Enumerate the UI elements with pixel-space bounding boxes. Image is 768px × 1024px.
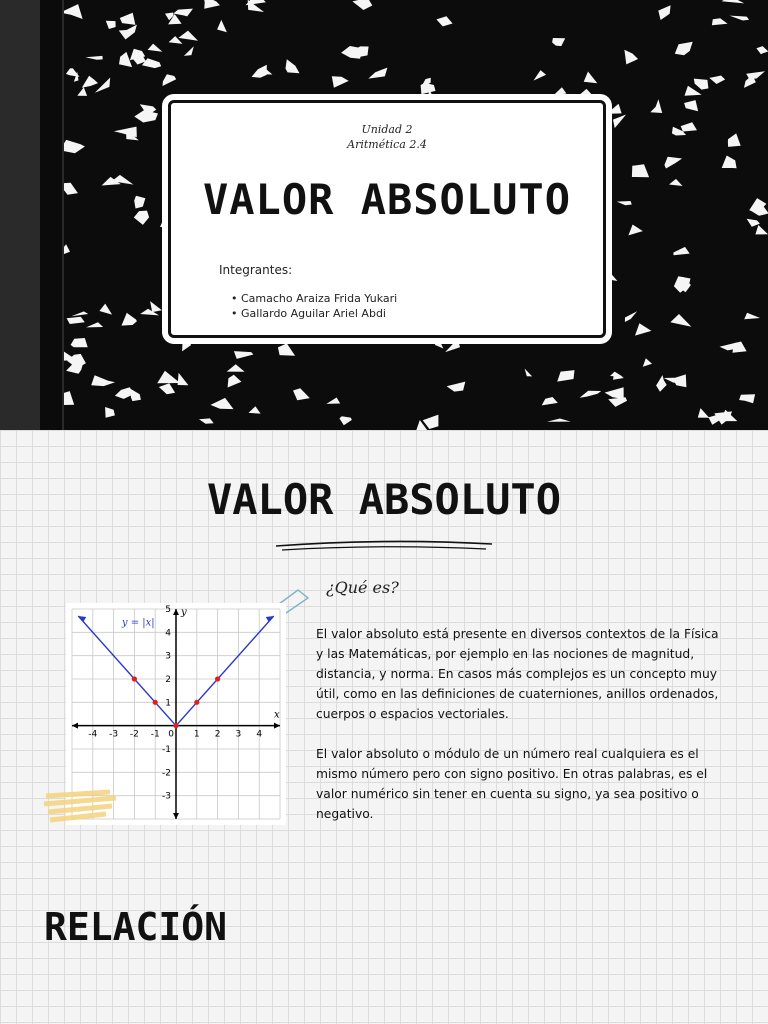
data-point	[194, 700, 199, 705]
x-tick-label: 1	[193, 729, 200, 740]
question-heading: ¿Qué es?	[326, 578, 399, 597]
x-tick-label: -2	[129, 729, 139, 740]
member-item: • Camacho Araiza Frida Yukari	[231, 291, 397, 306]
x-axis-label: x	[274, 709, 280, 721]
y-tick-label: -1	[162, 745, 171, 755]
paragraph: El valor absoluto está presente en diversos contextos de la Física y las Matemáticas, por ejemplo en las nociones de magnitud, distancia, y norma. En casos más complejos es un concepto muy útil, como en las definiciones de cuaterniones, anillos ordenados, cuerpos o espacios vectoriales.	[316, 627, 719, 721]
origin-label: 0	[168, 729, 174, 740]
member-item: • Gallardo Aguilar Ariel Abdi	[231, 306, 397, 321]
data-point	[153, 700, 158, 705]
members-list	[231, 291, 397, 321]
x-tick-label: 2	[214, 729, 221, 740]
x-tick-label: -3	[109, 729, 119, 740]
x-tick-label: -4	[88, 729, 98, 740]
data-point	[215, 676, 220, 681]
members-label: Integrantes:	[219, 263, 293, 277]
grid-page	[0, 430, 768, 1024]
cover-label	[168, 100, 606, 338]
y-tick-label: 1	[165, 698, 171, 709]
y-tick-label: 5	[165, 605, 171, 615]
y-tick-label: -3	[162, 791, 171, 802]
notebook-binding	[0, 0, 64, 430]
function-label: y = |x|	[121, 617, 155, 629]
y-tick-label: 4	[165, 628, 171, 639]
notebook-cover	[0, 0, 768, 430]
data-point	[132, 676, 137, 681]
highlighter-scribble	[40, 786, 122, 828]
y-tick-label: 2	[165, 675, 171, 685]
data-point	[173, 723, 178, 728]
x-tick-label: 4	[256, 729, 263, 740]
x-tick-label: 3	[235, 729, 242, 740]
x-tick-label: -1	[150, 729, 160, 740]
cover-title: VALOR ABSOLUTO	[202, 175, 571, 224]
cover-unit: Unidad 2	[361, 123, 413, 136]
y-tick-label: 3	[165, 651, 171, 662]
title-underline	[272, 538, 496, 554]
y-axis-label: y	[181, 607, 187, 618]
section-title: VALOR ABSOLUTO	[206, 475, 561, 524]
cover-subject: Aritmética 2.4	[347, 138, 427, 151]
y-tick-label: -2	[162, 768, 171, 779]
paragraph: El valor absoluto o módulo de un número real cualquiera es el mismo número pero con signo positivo. En otras palabras, es el valor numérico sin tener en cuenta su signo, ya sea positivo o negativo.	[316, 747, 708, 821]
next-section-title: RELACIÓN	[44, 905, 228, 949]
